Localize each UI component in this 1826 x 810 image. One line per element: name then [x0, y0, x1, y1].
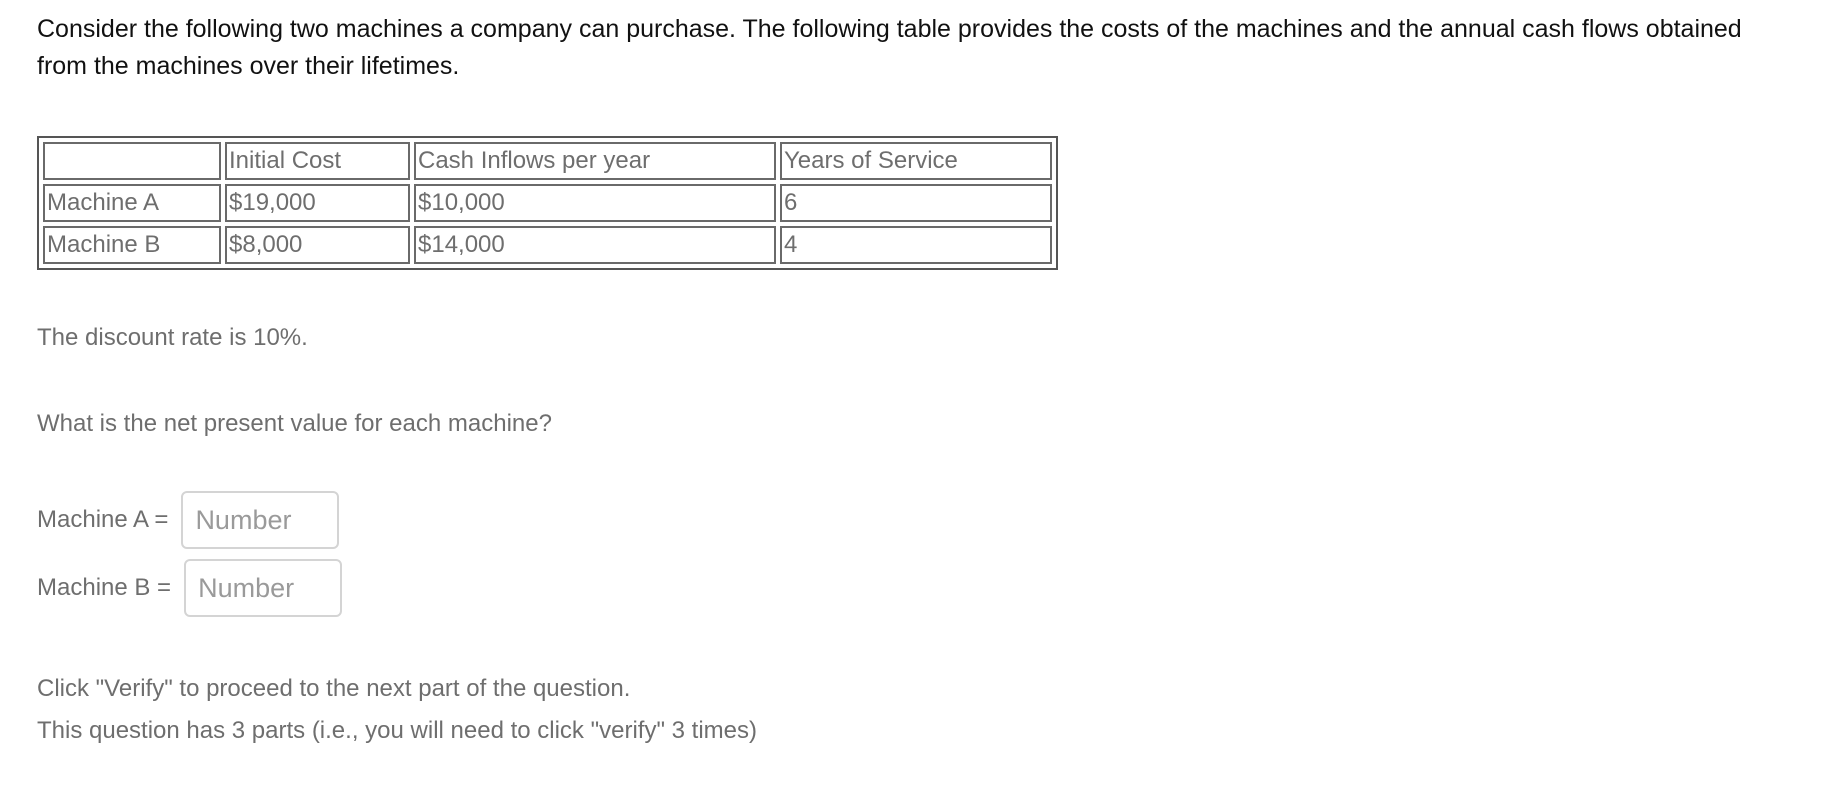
table-row — [43, 184, 1052, 222]
table-cell: $10,000 — [414, 184, 776, 222]
table-header-cell: Initial Cost — [225, 142, 410, 180]
table-row — [43, 226, 1052, 264]
table-header-row — [43, 142, 1052, 180]
verify-instruction: Click "Verify" to proceed to the next part of the question. — [37, 675, 631, 702]
machine-b-answer-row — [37, 559, 342, 617]
table-cell: Machine A — [43, 184, 221, 222]
table-cell: 4 — [780, 226, 1052, 264]
table-header-cell: Cash Inflows per year — [414, 142, 776, 180]
machine-a-npv-input[interactable] — [181, 491, 339, 549]
machine-b-label: Machine B = — [37, 574, 172, 601]
table-header-cell: Years of Service — [780, 142, 1052, 180]
table-cell: 6 — [780, 184, 1052, 222]
machine-a-answer-row — [37, 491, 339, 549]
table-cell: $8,000 — [225, 226, 410, 264]
machine-a-label: Machine A = — [37, 506, 169, 533]
table-cell: Machine B — [43, 226, 221, 264]
machines-table — [37, 136, 1058, 270]
discount-rate-text: The discount rate is 10%. — [37, 324, 308, 351]
parts-note: This question has 3 parts (i.e., you will need to click "verify" 3 times) — [37, 717, 757, 744]
table-cell: $19,000 — [225, 184, 410, 222]
question-prompt: What is the net present value for each machine? — [37, 410, 552, 437]
table-cell: $14,000 — [414, 226, 776, 264]
table-header-cell — [43, 142, 221, 180]
question-intro: Consider the following two machines a company can purchase. The following table provides the costs of the machines and the annual cash flows obtained from the machines over their lifetimes. — [37, 15, 1742, 80]
machine-b-npv-input[interactable] — [184, 559, 342, 617]
